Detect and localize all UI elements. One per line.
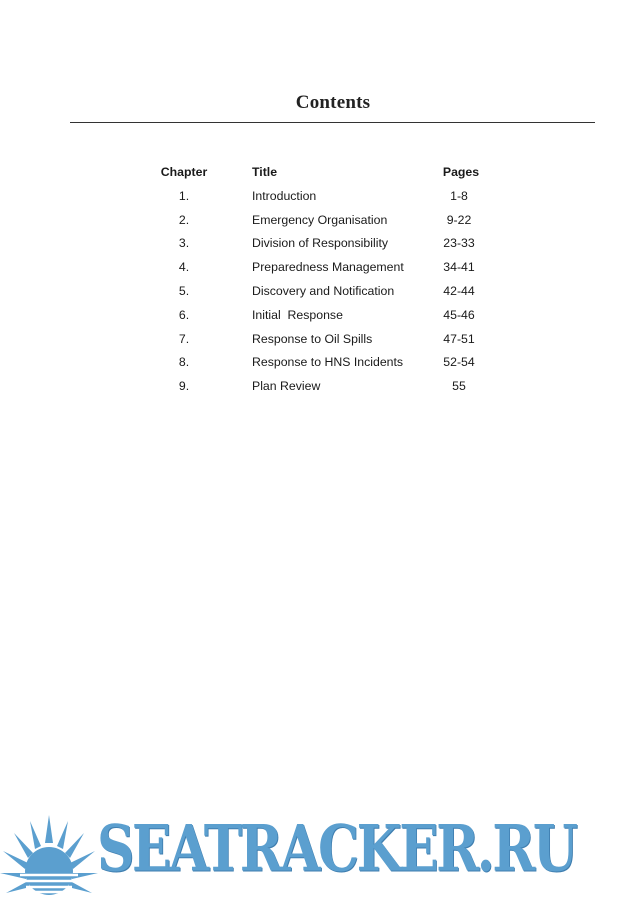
chapter-number: 4.	[178, 260, 190, 275]
page-range: 34-41	[443, 260, 475, 275]
header-pages: Pages	[442, 165, 480, 179]
chapter-title: Division of Responsibility	[252, 236, 389, 251]
chapter-number: 3.	[178, 236, 190, 251]
page-range: 1-8	[450, 188, 468, 203]
table-row	[150, 305, 490, 329]
chapter-number: 1.	[178, 188, 190, 203]
table-row	[150, 186, 490, 210]
chapter-number: 2.	[178, 212, 190, 227]
header-chapter: Chapter	[160, 165, 208, 179]
table-row	[150, 352, 490, 376]
chapter-title: Introduction	[252, 188, 317, 203]
watermark-text: SEATRACKER.RU	[97, 811, 576, 887]
table-row	[150, 257, 490, 281]
page-range: 45-46	[443, 307, 475, 322]
table-row	[150, 233, 490, 257]
chapter-title: Response to HNS Incidents	[252, 355, 404, 370]
table-row	[150, 376, 490, 400]
page-range: 42-44	[443, 283, 475, 298]
chapter-title: Preparedness Management	[252, 260, 404, 275]
page-range: 9-22	[446, 212, 472, 227]
page-range: 52-54	[443, 355, 475, 370]
chapter-number: 5.	[178, 283, 190, 298]
chapter-number: 7.	[178, 331, 190, 346]
chapter-title: Emergency Organisation	[252, 212, 388, 227]
table-header-row	[150, 162, 490, 186]
page-title: Contents	[295, 92, 371, 113]
table-row	[150, 210, 490, 234]
table-body	[150, 186, 490, 400]
chapter-title: Initial Response	[252, 307, 343, 322]
header-title: Title	[252, 165, 278, 179]
watermark	[0, 808, 641, 907]
chapter-number: 8.	[178, 355, 190, 370]
page-range: 55	[452, 379, 466, 394]
contents-table	[150, 162, 490, 400]
title-divider	[70, 122, 595, 123]
chapter-title: Plan Review	[252, 379, 321, 394]
table-row	[150, 281, 490, 305]
page-range: 47-51	[443, 331, 475, 346]
sun-over-sea-icon	[0, 813, 98, 905]
table-row	[150, 329, 490, 353]
chapter-title: Response to Oil Spills	[252, 331, 373, 346]
chapter-number: 9.	[178, 379, 190, 394]
chapter-number: 6.	[178, 307, 190, 322]
chapter-title: Discovery and Notification	[252, 283, 395, 298]
page-range: 23-33	[443, 236, 475, 251]
